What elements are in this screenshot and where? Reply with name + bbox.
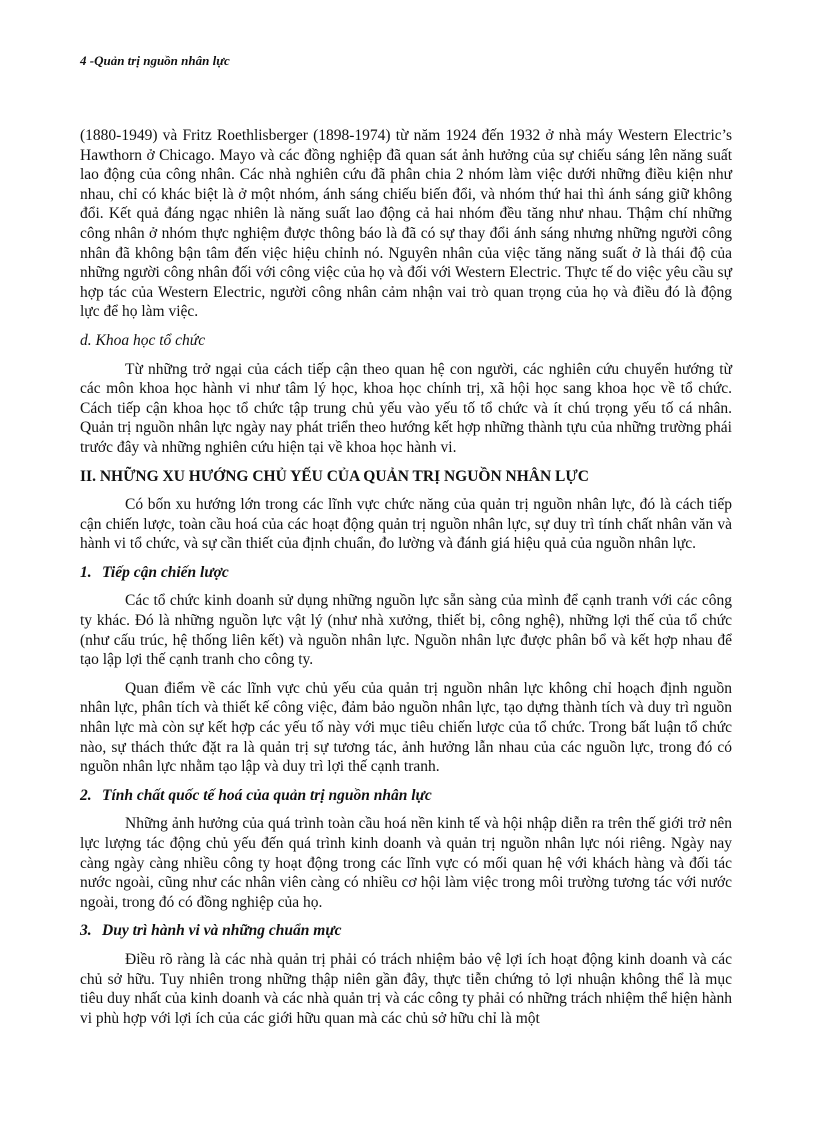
- paragraph-responsibility: Điều rõ ràng là các nhà quản trị phải có trách nhiệm bảo vệ lợi ích hoạt động kinh doanh và các chủ sở hữu. Tuy nhiên trong những thập niên gần đây, thực tiễn chứng tỏ lợi nhuận không thể là mục tiêu duy nhất của kinh doanh và các nhà quản trị và các công ty phải có những trách nhiệm thể hiện hành vi phù hợp với lợi ích của các giới hữu quan mà các chủ sở hữu chỉ là một: [80, 950, 732, 1027]
- paragraph-hawthorne: (1880-1949) và Fritz Roethlisberger (1898-1974) từ năm 1924 đến 1932 ở nhà máy Western Electric’s Hawthorn ở Chicago. Mayo và các đồng nghiệp đã quan sát ảnh hưởng của sự chiếu sáng lên năng suất lao động của công nhân. Các nhà nghiên cứu đã phân chia 2 nhóm làm việc dưới những điều kiện như nhau, chỉ có khác biệt là ở một nhóm, ánh sáng chiếu biến đổi, và nhóm thứ hai thì ánh sáng giữ không đổi. Kết quả đáng ngạc nhiên là năng suất lao động cả hai nhóm đều tăng như nhau. Thậm chí những công nhân ở nhóm thực nghiệm được thông báo là đã có sự thay đổi ánh sáng nhưng những người công nhân đã không bận tâm đến việc hiệu chỉnh nó. Nguyên nhân của việc tăng năng suất ở là thái độ của những người công nhân đối với công việc của họ và đối với Western Electric. Thực tế do việc yêu cầu sự hợp tác của Western Electric, người công nhân cảm nhận vai trò quan trọng của họ và điều đó là động lực để họ làm việc.: [80, 127, 732, 321]
- subheading-3-text: Duy trì hành vi và những chuẩn mực: [102, 922, 342, 940]
- section-heading-ii: II. NHỮNG XU HƯỚNG CHỦ YẾU CỦA QUẢN TRỊ NGUỒN NHÂN LỰC: [80, 467, 589, 485]
- subheading-3: [80, 921, 732, 941]
- paragraph-resources: Các tổ chức kinh doanh sử dụng những nguồn lực sẵn sàng của mình để cạnh tranh với các công ty khác. Đó là những nguồn lực vật lý (như nhà xưởng, thiết bị, công nghệ), những lợi thế của tổ chức (như cấu trúc, hệ thống liên kết) và nguồn nhân lực. Nguồn nhân lực được phân bổ và kết hợp nhau để tạo lập lợi thế cạnh tranh cho công ty.: [80, 592, 732, 669]
- paragraph-strategic-view: Quan điểm về các lĩnh vực chủ yếu của quản trị nguồn nhân lực không chỉ hoạch định nguồn nhân lực, phân tích và thiết kế công việc, đảm bảo nguồn nhân lực, tạo dựng thành tích và duy trì nguồn nhân lực mà còn sự kết hợp các yếu tố này với mục tiêu chiến lược của tổ chức. Trong bất luận tổ chức nào, sự thách thức đặt ra là quản trị sự tương tác, ảnh hưởng lẫn nhau của các nguồn lực, trong đó có nguồn nhân lực nhằm tạo lập và duy trì lợi thế cạnh tranh.: [80, 679, 732, 776]
- paragraph-organization-science: Từ những trở ngại của cách tiếp cận theo quan hệ con người, các nghiên cứu chuyển hướng từ các môn khoa học hành vi như tâm lý học, khoa học chính trị, xã hội học sang khoa học về tổ chức. Cách tiếp cận khoa học tổ chức tập trung chủ yếu vào yếu tố tổ chức và ít chú trọng yếu tố cá nhân. Quản trị nguồn nhân lực ngày nay phát triển theo hướng kết hợp những thành tựu của những trường phái trước đây và những nghiên cứu hiện tại về khoa học hành vi.: [80, 360, 732, 456]
- subheading-2-text: Tính chất quốc tế hoá của quản trị nguồn nhân lực: [102, 786, 432, 804]
- subheading-2: [80, 786, 732, 806]
- paragraph-four-trends: Có bốn xu hướng lớn trong các lĩnh vực chức năng của quản trị nguồn nhân lực, đó là cách tiếp cận chiến lược, toàn cầu hoá của các hoạt động quản trị nguồn nhân lực, sự duy trì tính chất nhân văn và hành vi tổ chức, và sự cần thiết của định chuẩn, đo lường và đánh giá hiệu quả của nguồn nhân lực.: [80, 496, 732, 553]
- subheading-3-number: 3.: [80, 922, 92, 940]
- running-header: 4 -Quản trị nguồn nhân lực: [80, 53, 230, 68]
- subheading-1-number: 1.: [80, 563, 92, 581]
- paragraph-globalization: Những ảnh hưởng của quá trình toàn cầu hoá nền kinh tế và hội nhập diễn ra trên thế giới trở nên lực lượng tác động chủ yếu đến quá trình kinh doanh và quản trị nguồn nhân lực nói riêng. Ngày nay càng ngày càng nhiều công ty hoạt động trong các lĩnh vực có mối quan hệ với khách hàng và đối tác nước ngoài, cũng như các nhân viên càng có nhiều cơ hội làm việc trong môi trường tương tác với nước ngoài, trong đó có đồng nghiệp của họ.: [80, 815, 732, 911]
- subheading-1: [80, 563, 732, 583]
- subheading-2-number: 2.: [80, 786, 92, 804]
- page-body: [80, 126, 732, 1037]
- subheading-1-text: Tiếp cận chiến lược: [102, 563, 229, 581]
- subheading-d: d. Khoa học tổ chức: [80, 331, 206, 349]
